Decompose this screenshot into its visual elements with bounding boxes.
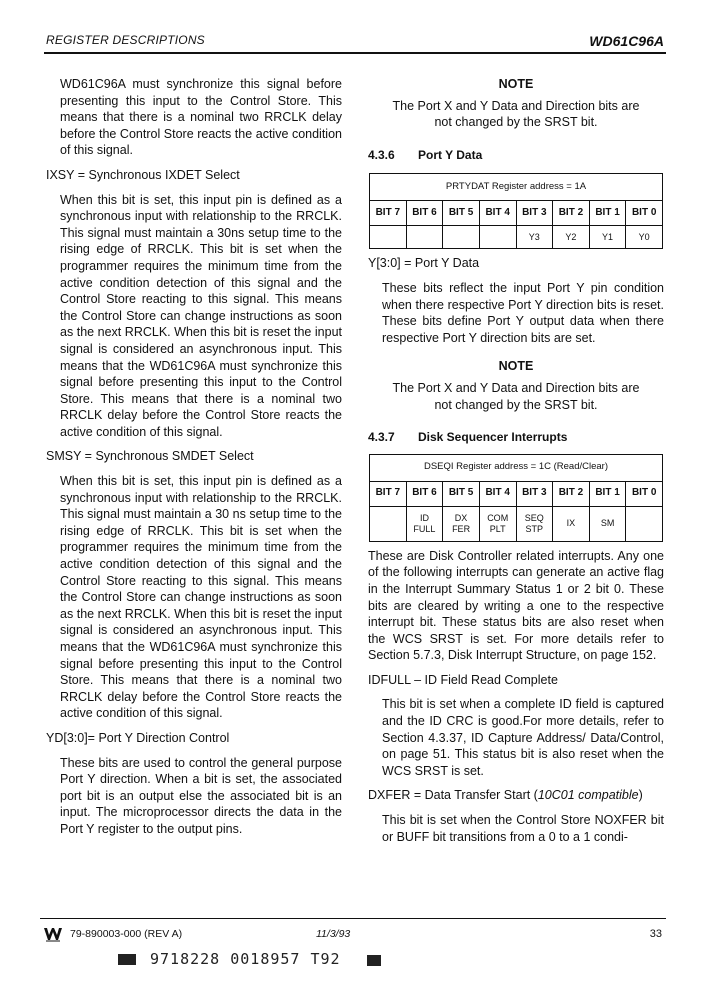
note-body: The Port X and Y Data and Direction bits are not changed by the SRST bit. — [392, 380, 640, 412]
register-bit-value: SEQ STP — [516, 506, 553, 541]
yd-description: These bits are used to control the general purpose Port Y direction. When a bit is set, the associated port bit is an output else the associated bit is an input. The microprocessor directs the data in the Port Y register to the output pins. — [60, 755, 342, 836]
dxfer-heading — [368, 787, 664, 804]
page-number: 33 — [649, 928, 662, 940]
barcode-marker-icon — [118, 954, 136, 965]
footer-rule — [40, 918, 666, 919]
yd-heading: YD[3:0]= Port Y Direction Control — [46, 730, 230, 745]
register-bit-value: Y0 — [626, 226, 663, 249]
section-number: 4.3.7 — [368, 430, 395, 445]
register-bit-value — [370, 226, 407, 249]
barcode-number: 9718228 0018957 T92 — [150, 950, 341, 968]
dxfer-heading-text: DXFER = Data Transfer Start ( — [368, 788, 538, 803]
document-number: 79-890003-000 (REV A) — [70, 928, 183, 940]
section-title: Disk Sequencer Interrupts — [418, 430, 568, 445]
register-bit-label: BIT 4 — [479, 481, 516, 506]
register-bit-label: BIT 0 — [626, 481, 663, 506]
y-heading: Y[3:0] = Port Y Data — [368, 256, 480, 271]
register-bit-value — [479, 226, 516, 249]
register-bit-label: BIT 7 — [370, 201, 407, 226]
register-bit-value: DX FER — [443, 506, 480, 541]
smsy-heading: SMSY = Synchronous SMDET Select — [46, 449, 254, 464]
document-date: 11/3/93 — [316, 928, 351, 940]
register-bit-value — [443, 226, 480, 249]
note-body: The Port X and Y Data and Direction bits are not changed by the SRST bit. — [392, 98, 640, 130]
register-bit-label: BIT 3 — [516, 481, 553, 506]
ixsy-heading: IXSY = Synchronous IXDET Select — [46, 167, 240, 182]
section-heading-4-3-6 — [368, 147, 664, 164]
register-bit-label: BIT 4 — [479, 201, 516, 226]
register-bit-value: IX — [553, 506, 590, 541]
register-bit-label: BIT 2 — [553, 201, 590, 226]
register-bit-label: BIT 1 — [589, 201, 626, 226]
register-bit-value: COM PLT — [479, 506, 516, 541]
note-title: NOTE — [498, 77, 534, 91]
register-bit-label: BIT 3 — [516, 201, 553, 226]
section-heading-4-3-7 — [368, 429, 664, 446]
note-title: NOTE — [498, 359, 534, 374]
register-bit-value — [406, 226, 443, 249]
paragraph-continued: WD61C96A must synchronize this signal before presenting this input to the Control Store. This means that there is a nominal two RRCLK delay before the Control Store reacts the active condition of this signal. — [60, 77, 342, 158]
register-bit-label: BIT 2 — [553, 481, 590, 506]
register-bit-label: BIT 1 — [589, 481, 626, 506]
dxfer-heading-note: 10C01 compatible — [537, 788, 639, 803]
dxfer-description: This bit is set when the Control Store NOXFER bit or BUFF bit transitions from a 0 to a 1 condi- — [382, 813, 664, 844]
register-bit-label: BIT 6 — [406, 481, 443, 506]
barcode-end-marker-icon — [367, 955, 381, 966]
register-bit-value: Y1 — [589, 226, 626, 249]
register-bit-label: BIT 7 — [370, 481, 407, 506]
dxfer-heading-close: ) — [638, 788, 643, 803]
register-bit-value: SM — [589, 506, 626, 541]
running-header-part: WD61C96A — [589, 33, 664, 49]
section-number: 4.3.6 — [368, 147, 395, 162]
register-bit-value: ID FULL — [406, 506, 443, 541]
register-title: DSEQI Register address = 1C (Read/Clear) — [370, 454, 663, 481]
running-header-section: REGISTER DESCRIPTIONS — [46, 33, 205, 47]
register-bit-value: Y3 — [516, 226, 553, 249]
interrupts-description: These are Disk Controller related interrupts. Any one of the following interrupts can generate an active flag in the Interrupt Summary Status 1 or 2 bit 0. These bits are cleared by writing a one to the respective interrupt bit. These status bits are also reset when the WCS SRST is set. For more details refer to Section 5.7.3, Disk Interrupt Structure, on page 152. — [368, 548, 664, 663]
register-title: PRTYDAT Register address = 1A — [370, 174, 663, 201]
right-column — [368, 76, 664, 845]
register-bit-value — [626, 506, 663, 541]
wd-logo-icon — [44, 926, 62, 942]
idfull-description: This bit is set when a complete ID field is captured and the ID CRC is good.For more details, refer to Section 4.3.37, ID Capture Address/ Data/Control, on page 51. This status bit is also reset when the WCS SRST is set. — [382, 697, 664, 778]
left-column — [46, 76, 342, 838]
register-bit-label: BIT 0 — [626, 201, 663, 226]
register-bit-label: BIT 6 — [406, 201, 443, 226]
register-table-dseqi — [369, 454, 663, 542]
register-bit-label: BIT 5 — [443, 201, 480, 226]
register-bit-label: BIT 5 — [443, 481, 480, 506]
section-title: Port Y Data — [418, 147, 483, 162]
register-bit-value: Y2 — [553, 226, 590, 249]
idfull-heading: IDFULL – ID Field Read Complete — [368, 672, 558, 687]
register-bit-value — [370, 506, 407, 541]
smsy-description: When this bit is set, this input pin is defined as a synchronous input with relationship to the RRCLK. This signal must maintain a 30 ns setup time to the rising edge of RRCLK. This bit is set when the programmer requires the minimum time from the active condition detection of this signal and the Control Store reacting to this signal. This means the Control Store can change instructions as soon as the next RRCLK. When this bit is reset the input signal is considered an asynchronous input. This means that the WD61C96A must synchronize this signal before presenting this input to the Control Store. This means that there is a nominal two RRCLK delay before the Control Store reacts the active condition of this signal. — [60, 474, 342, 721]
y-description: These bits reflect the input Port Y pin condition when there respective Port Y direction bits is reset. These bits define Port Y output data when there respective Port Y direction bits are set. — [382, 280, 664, 345]
register-table-prtydat — [369, 173, 663, 249]
header-rule — [44, 52, 666, 54]
ixsy-description: When this bit is set, this input pin is defined as a synchronous input with relationship to the RRCLK. This signal must maintain a 30ns setup time to the rising edge of RRCLK. This bit is set when the programmer requires the minimum time from the active condition detection of this signal and the Control Store reacting to this signal. This means the Control Store can change instructions as soon as the next RRCLK. When this bit is reset the input signal is considered an asynchronous input. This means that the WD61C96A must synchronize this signal before presenting this input to the Control Store. This means that there is a nominal two RRCLK delay before the Control Store reacts the active condition of this signal. — [60, 192, 342, 439]
